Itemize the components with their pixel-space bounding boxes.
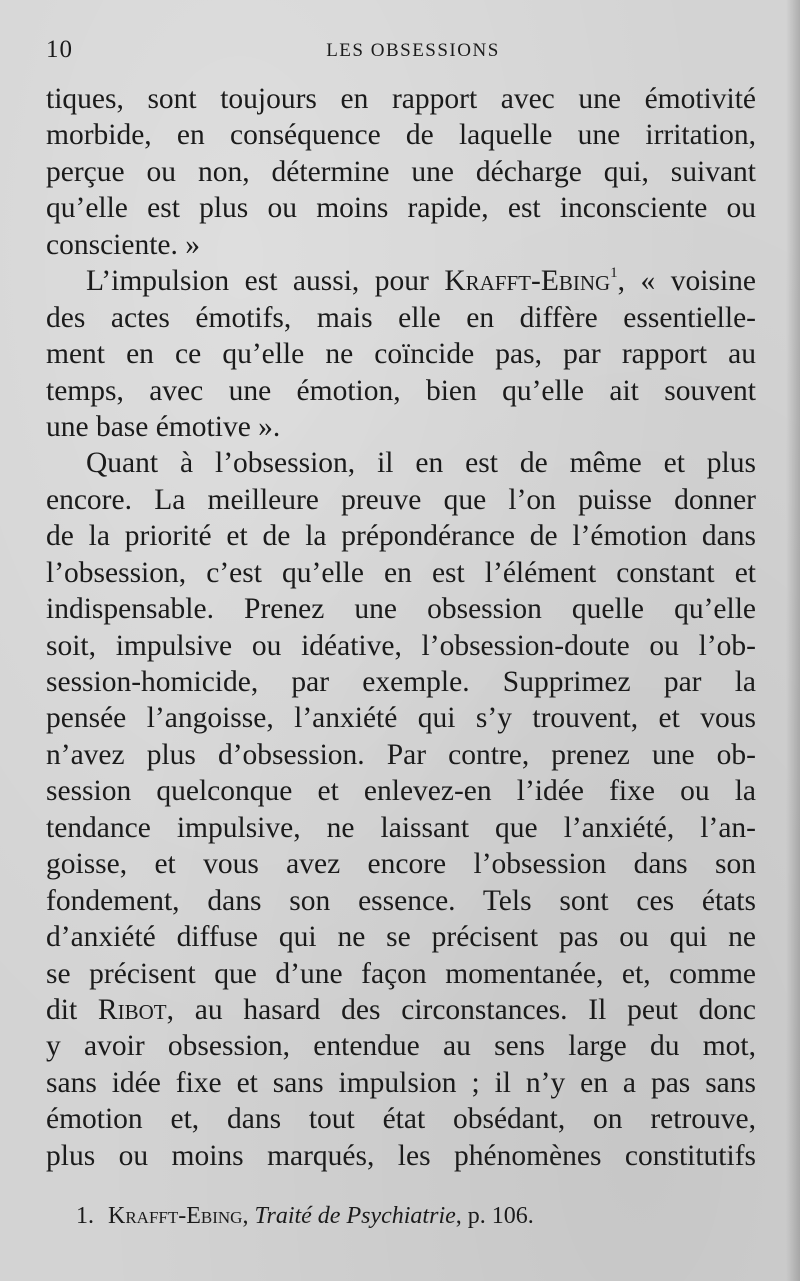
text-line: qu’elle est plus ou moins rapide, est inconsciente ou: [46, 192, 756, 225]
author-name: Krafft-Ebing: [444, 265, 611, 298]
text-line: session-homicide, par exemple. Supprimez par la: [46, 666, 756, 698]
line-text: L’impulsion est aussi, pour: [86, 265, 445, 298]
author-name: Ribot: [97, 993, 167, 1026]
text-line: d’anxiété diffuse qui ne se précisent pas ou qui ne: [46, 921, 756, 954]
text-line: pensée l’angoisse, l’anxiété qui s’y trouvent, et vous: [46, 702, 756, 735]
text-line: n’avez plus d’obsession. Par contre, prenez une ob-: [46, 738, 756, 771]
text-line: des actes émotifs, mais elle en diffère essentielle-: [46, 301, 756, 334]
line-text: , au hasard des circonstances. Il peut donc: [166, 993, 756, 1026]
body-text: [46, 81, 756, 1174]
text-line: temps, avec une émotion, bien qu’elle ait souvent: [46, 374, 756, 407]
page-number: 10: [46, 36, 73, 63]
text-line: de la priorité et de la prépondérance de l’émotion dans: [46, 520, 756, 553]
text-line: perçue ou non, détermine une décharge qui, suivant: [46, 155, 756, 188]
footnote-author: Krafft-Ebing: [108, 1203, 243, 1229]
text-line: encore. La meilleure preuve que l’on puisse donner: [46, 483, 756, 516]
text-line: consciente. »: [46, 228, 200, 261]
running-title: LES OBSESSIONS: [326, 40, 500, 61]
text-line: l’obsession, c’est qu’elle en est l’élément constant et: [46, 556, 756, 589]
text-line: morbide, en conséquence de laquelle une irritation,: [46, 119, 756, 152]
text-line: session quelconque et enlevez-en l’idée fixe ou la: [46, 775, 756, 808]
footnote: [76, 1201, 676, 1231]
text-line: fondement, dans son essence. Tels sont ces états: [46, 884, 756, 917]
text-line: tiques, sont toujours en rapport avec une émotivité: [46, 83, 756, 115]
footnote-reference: 1: [610, 265, 618, 282]
text-line: Quant à l’obsession, il en est de même et plus: [86, 447, 756, 480]
footnote-separator: ,: [455, 1203, 468, 1229]
text-line: goisse, et vous avez encore l’obsession dans son: [46, 848, 756, 881]
footnote-page: p. 106.: [467, 1203, 534, 1229]
text-line: émotion et, dans tout état obsédant, on retrouve,: [46, 1103, 756, 1136]
text-line: soit, impulsive ou idéative, l’obsession-doute ou l’ob-: [46, 629, 756, 662]
footnote-title: Traité de Psychiatrie: [254, 1203, 456, 1229]
footnote-separator: ,: [242, 1203, 255, 1229]
line-text: , « voisine: [617, 265, 756, 298]
text-line-with-name: [46, 992, 756, 1028]
line-text: dit: [46, 993, 98, 1026]
text-line: plus ou moins marqués, les phénomènes constitutifs: [46, 1139, 756, 1172]
text-line: tendance impulsive, ne laissant que l’anxiété, l’an-: [46, 811, 756, 844]
text-line: une base émotive ».: [46, 410, 281, 443]
text-line: sans idée fixe et sans impulsion ; il n’y en a pas sans: [46, 1066, 756, 1099]
footnote-number: 1.: [76, 1203, 94, 1229]
text-line: se précisent que d’une façon momentanée, et, comme: [46, 957, 756, 990]
text-line: ment en ce qu’elle ne coïncide pas, par rapport au: [46, 338, 756, 371]
running-head: [46, 30, 760, 70]
text-line: indispensable. Prenez une obsession quelle qu’elle: [46, 593, 756, 626]
text-line: y avoir obsession, entendue au sens large du mot,: [46, 1030, 756, 1063]
text-line-with-citation: [46, 263, 756, 299]
